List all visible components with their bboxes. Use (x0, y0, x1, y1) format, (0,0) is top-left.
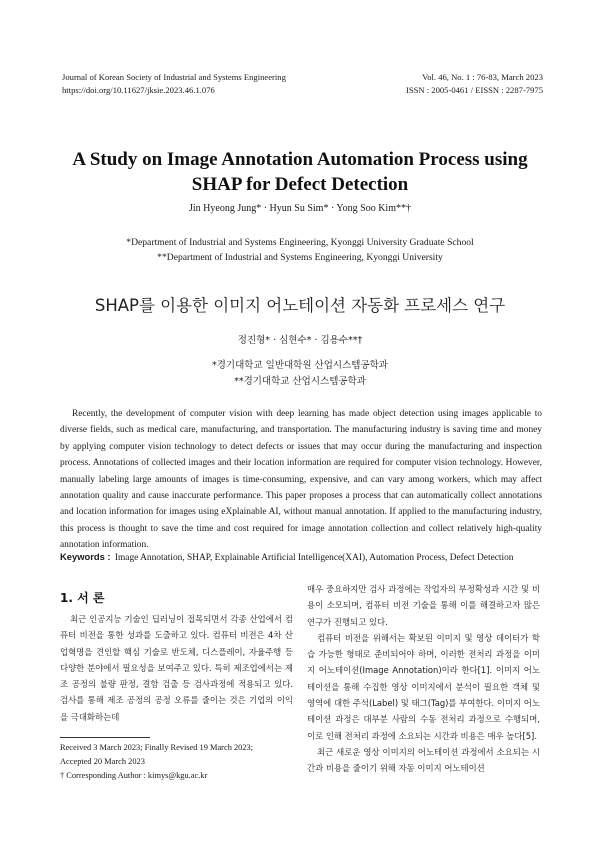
footnote (60, 741, 300, 783)
body-paragraph-continued: 매우 중요하지만 검사 과정에는 작업자의 부정확성과 시간 및 비용이 소모되며, 컴퓨터 비전 기술을 통해 이를 해결하고자 많은 연구가 진행되고 있다. (307, 584, 540, 627)
author-list: Jin Hyeong Jung* · Hyun Su Sim* · Yong Soo Kim**† (189, 203, 411, 214)
footnote-divider (60, 737, 150, 738)
body-paragraph: 컴퓨터 비전을 위해서는 확보된 이미지 및 영상 데이터가 학습 가능한 형태로 준비되어야 하며, 이러한 전처리 과정을 이미지 어노테이션(Image Annotation)이라 한다[1]. 이미지 어노테이션을 통해 수집한 영상 이미지에서 분석이 필요한 객체 및 영역에 대한 주석(Label) 및 태그(Tag)를 부여한다. 이미지 어노테이션 과정은 대부분 사람의 수동 전처리 과정으로 수행되며, 이로 인해 전처리 과정에 소요되는 시간과 비용은 매우 높다[5]. (307, 632, 540, 741)
running-header-right (406, 71, 543, 97)
korean-title: SHAP를 이용한 이미지 어노테이션 자동화 프로세스 연구 (94, 296, 506, 315)
keywords-text: Image Annotation, SHAP, Explainable Artificial Intelligence(XAI), Automation Process, Defect Detection (114, 553, 514, 563)
affiliation-2: **Department of Industrial and Systems Engineering, Kyonggi University (157, 252, 443, 263)
issn-info: ISSN : 2005-0461 / EISSN : 2287-7975 (405, 85, 543, 95)
doi-link[interactable]: https://doi.org/10.11627/jksie.2023.46.1.076 (62, 85, 215, 95)
volume-info: Vol. 46, No. 1 : 76-83, March 2023 (422, 72, 543, 82)
body-paragraph: 최근 새로운 영상 이미지의 어노테이션 과정에서 소요되는 시간과 비용을 줄이기 위해 자동 이미지 어노테이션 (307, 746, 540, 774)
korean-author-list: 정진형* · 심현수* · 김용수**† (237, 335, 363, 346)
received-dates: Received 3 March 2023; Finally Revised 19 March 2023; (60, 743, 254, 752)
accepted-date: Accepted 20 March 2023 (60, 757, 145, 766)
corresponding-author: † Corresponding Author : kimys@kgu.ac.kr (60, 771, 208, 780)
affiliation-1: *Department of Industrial and Systems Engineering, Kyonggi University Graduate School (126, 237, 474, 248)
title-line-2: SHAP for Defect Detection (191, 174, 409, 195)
keywords (60, 551, 542, 563)
running-header-left (62, 71, 286, 97)
abstract: Recently, the development of computer vision with deep learning has made object detection using images applicable to diverse fields, such as medical care, manufacturing, and transportation. The manufacturing industry is saving time and money by applying computer vision technology to detect defects or issues that may occur during the manufacturing and inspection process. Annotations of collected images and their location information are required for computer vision technology. However, manually labeling large amounts of images is time-consuming, expensive, and can vary among workers, which may affect annotation quality and cause inaccurate performance. This paper proposes a process that can automatically collect annotations and location information for images using eXplainable AI, without manual annotation. If applied to the manufacturing industry, this process is thought to save the time and cost required for image annotation collection and collect relatively high-quality annotation information. (60, 409, 542, 551)
korean-affiliation-2: **경기대학교 산업시스템공학과 (234, 376, 366, 387)
right-column (307, 581, 540, 777)
keywords-label: Keywords : (60, 551, 111, 562)
title-line-1: A Study on Image Annotation Automation Process using (72, 149, 528, 170)
body-paragraph: 최근 인공지능 기술인 딥러닝이 접목되면서 각종 산업에서 컴퓨터 비전을 통한 성과를 도출하고 있다. 컴퓨터 비전은 4차 산업혁명을 견인할 핵심 기술로 반도체, 디스플레이, 자율주행 등 다양한 분야에서 필요성을 보여주고 있다. 특히 제조업에서는 제조 공정의 불량 판정, 결함 검출 등 검사과정에 적용되고 있다. 검사를 통해 제조 공정의 공정 오류를 줄이는 것은 기업의 이익을 극대화하는데 (60, 614, 293, 722)
journal-name: Journal of Korean Society of Industrial and Systems Engineering (62, 72, 286, 82)
section-heading: 1. 서 론 (60, 591, 105, 605)
left-column (60, 611, 293, 725)
korean-affiliations (60, 358, 540, 390)
korean-affiliation-1: *경기대학교 일반대학원 산업시스템공학과 (212, 360, 388, 371)
affiliations (60, 235, 540, 265)
paper-title (60, 147, 540, 197)
